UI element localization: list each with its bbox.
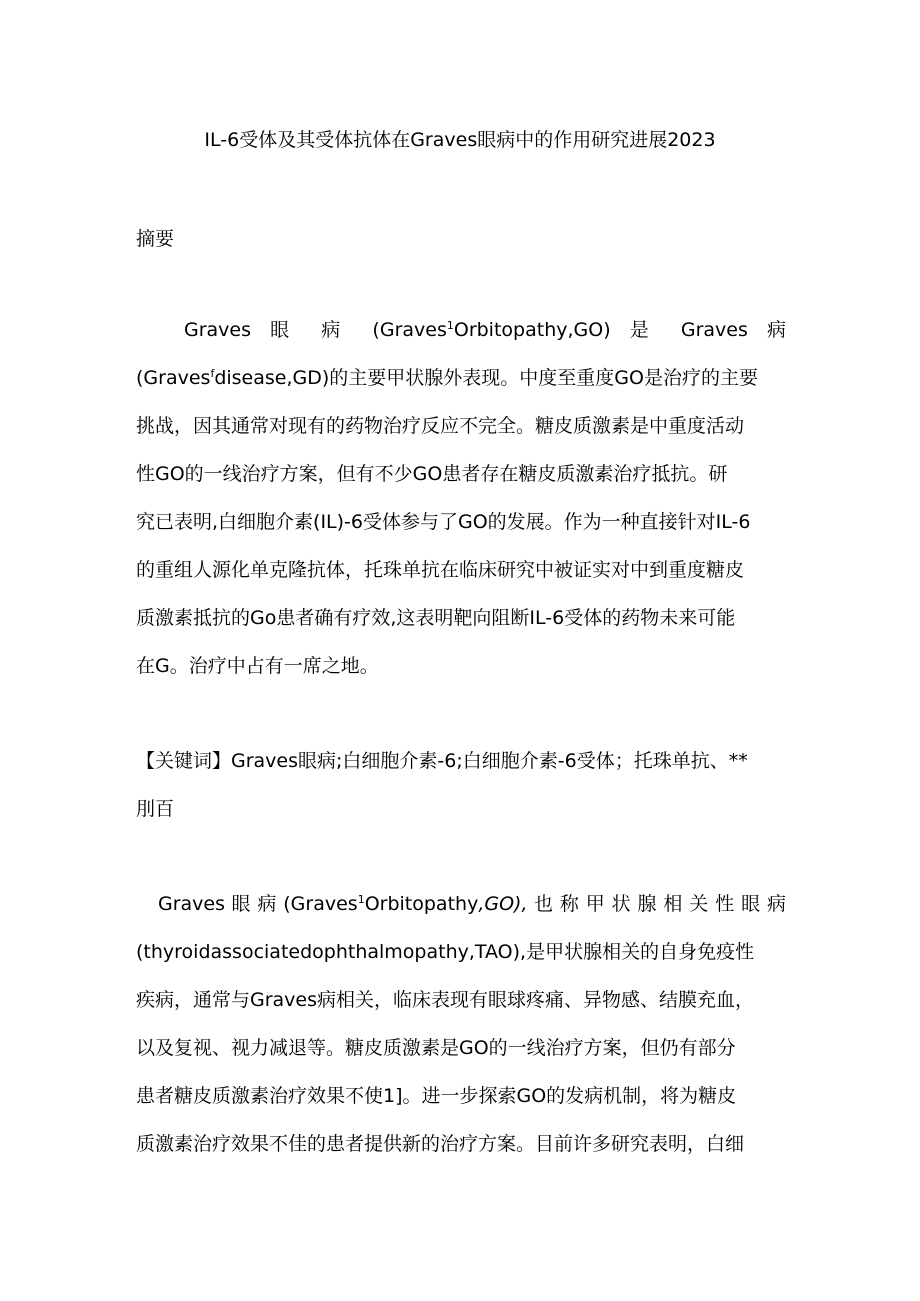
body-line-text: Graves 眼 病 (Graves [158, 893, 358, 915]
keywords-line: 【关键词】Graves眼病;白细胞介素-6;白细胞介素-6受体；托珠单抗、** [136, 750, 748, 772]
abstract-line: 挑战，因其通常对现有的药物治疗反应不完全。糖皮质激素是中重度活动 [136, 415, 745, 437]
abstract-line [136, 354, 786, 402]
abstract-line [136, 306, 786, 354]
abstract-superscript: f [210, 367, 215, 380]
body-line: 患者糖皮质激素治疗效果不使1]。进一步探索GO的发病机制，将为糖皮 [136, 1085, 737, 1107]
abstract-line-text: disease,GD)的主要甲状腺外表现。中度至重度GO是治疗的主要 [214, 367, 758, 389]
abstract-line-text: Orbitopathy,GO) 是 Graves 病 [453, 319, 786, 341]
document-title: IL-6受体及其受体抗体在Graves眼病中的作用研究进展2023 [204, 129, 716, 151]
body-line: 质激素治疗效果不佳的患者提供新的治疗方案。目前许多研究表明，白细 [136, 1133, 745, 1155]
abstract-line: 质激素抵抗的Go患者确有疗效,这表明靶向阻断IL-6受体的药物未来可能 [136, 607, 736, 629]
abstract-line-text: (Graves [136, 367, 211, 389]
body-line [136, 880, 786, 928]
body-line-text: 也 称 甲 状 腺 相 关 性 眼 病 [527, 893, 786, 915]
body-line-text: Orbitopathy [364, 893, 479, 915]
abstract-line: 究已表明,白细胞介素(IL)-6受体参与了GO的发展。作为一种直接针对IL-6 [136, 511, 751, 533]
body-line: 疾病，通常与Graves病相关，临床表现有眼球疼痛、异物感、结膜充血， [136, 989, 755, 1011]
abstract-heading: 摘要 [136, 228, 175, 250]
abstract-line: 在G。治疗中占有一席之地。 [136, 655, 379, 677]
abstract-superscript: 1 [446, 319, 454, 332]
abstract-paragraph [136, 306, 786, 690]
abstract-line: 的重组人源化单克隆抗体，托珠单抗在临床研究中被证实对中到重度糖皮 [136, 559, 745, 581]
body-italic-text: ,GO), [478, 893, 528, 915]
body-line: 以及复视、视力减退等。糖皮质激素是GO的一线治疗方案，但仍有部分 [136, 1037, 736, 1059]
keywords-paragraph [136, 737, 786, 833]
body-superscript: 1 [357, 893, 365, 906]
body-line: (thyroidassociatedophthalmopathy,TAO),是甲状腺相关的自身免疫性 [136, 941, 755, 963]
keywords-line: 刖百 [136, 798, 175, 820]
abstract-line: 性GO的一线治疗方案，但有不少GO患者存在糖皮质激素治疗抵抗。研 [136, 463, 728, 485]
body-paragraph [136, 880, 786, 1168]
abstract-line-text: Graves 眼 病 (Graves [184, 319, 447, 341]
